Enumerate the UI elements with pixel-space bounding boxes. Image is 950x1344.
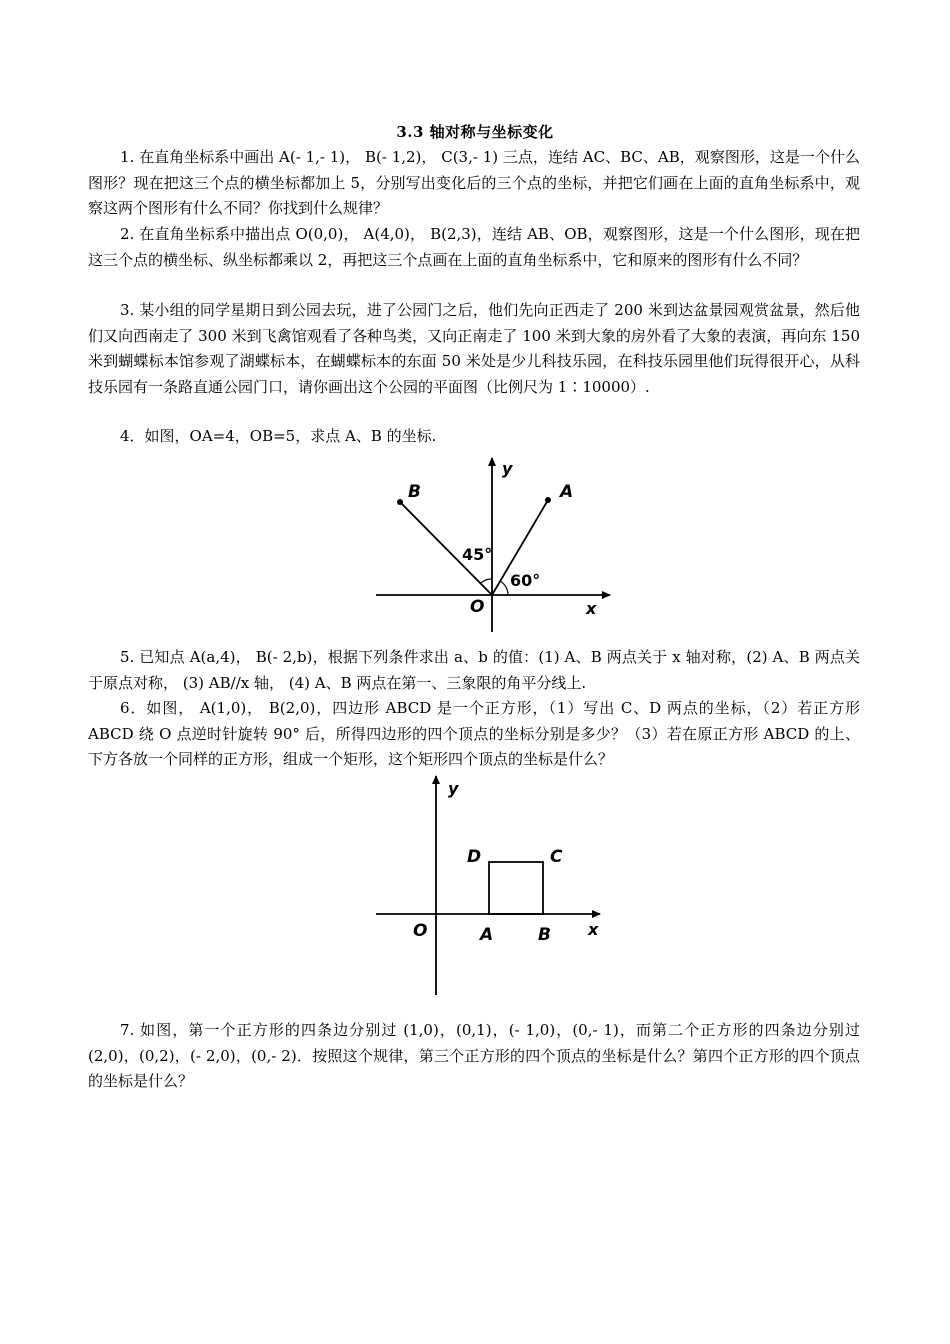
problem-3: 3. 某小组的同学星期日到公园去玩，进了公园门之后，他们先向正西走了 200 米到达盆景园观赏盆景，然后他们又向西南走了 300 米到飞禽馆观看了各种鸟类，又向正南走了 100 米到大象的房外看了大象的表演，再向东 150 米到蝴蝶标本馆参观了湖蝶标本，在蝴蝶标本的东面 50 米处是少儿科技乐园，在科技乐园里他们玩得很开心，从科技乐园有一条路直通公园门口，请你画出这个公园的平面图（比例尺为 1∶10000）. bbox=[88, 301, 860, 396]
label-y: y bbox=[448, 779, 459, 798]
label-a: A bbox=[560, 482, 574, 502]
problem-1: 1. 在直角坐标系中画出 A(- 1,- 1)， B(- 1,2)， C(3,- 1) 三点，连结 AC、BC、AB，观察图形，这是一个什么图形？现在把这三个点的横坐标都加上 5，分别写出变化后的三个点的坐标，并把它们画在上面的直角坐标系中，观察这两个图形有什么不同？你找到什么规律？ bbox=[88, 148, 860, 217]
problem-7: 7. 如图，第一个正方形的四条边分别过 (1,0)，(0,1)，(- 1,0)，(0,- 1)，而第二个正方形的四条边分别过 (2,0)，(0,2)，(- 2,0)，(0,- 2)．按照这个规律，第三个正方形的四个顶点的坐标是什么？第四个正方形的四个顶点的坐标是什么？ bbox=[88, 1021, 860, 1090]
point-a bbox=[545, 497, 551, 503]
section-title: 3.3 轴对称与坐标变化 bbox=[396, 123, 554, 141]
label-b: B bbox=[538, 925, 551, 945]
label-45: 45° bbox=[462, 545, 493, 564]
figure-angles bbox=[370, 452, 620, 637]
label-origin: O bbox=[413, 921, 428, 941]
label-d: D bbox=[467, 847, 482, 867]
label-60: 60° bbox=[510, 571, 541, 590]
label-c: C bbox=[550, 847, 563, 867]
point-b bbox=[397, 499, 403, 505]
angle-arc-45 bbox=[481, 579, 492, 583]
label-origin: O bbox=[470, 597, 485, 617]
label-x: x bbox=[586, 599, 597, 618]
label-y: y bbox=[502, 459, 513, 478]
label-a: A bbox=[480, 925, 494, 945]
figure-square bbox=[370, 770, 610, 1000]
angle-arc-60 bbox=[500, 581, 508, 595]
problem-5: 5. 已知点 A(a,4)， B(- 2,b)，根据下列条件求出 a、b 的值：(1) A、B 两点关于 x 轴对称，(2) A、B 两点关于原点对称， (3) AB//x 轴， (4) A、B 两点在第一、三象限的角平分线上. bbox=[88, 648, 860, 692]
problem-2: 2. 在直角坐标系中描出点 O(0,0)， A(4,0)， B(2,3)，连结 AB、OB，观察图形，这是一个什么图形，现在把这三个点的横坐标、纵坐标都乘以 2，再把这三个点画在上面的直角坐标系中，它和原来的图形有什么不同？ bbox=[88, 225, 860, 269]
problem-6: 6．如图， A(1,0)， B(2,0)，四边形 ABCD 是一个正方形，（1）写出 C、D 两点的坐标，（2）若正方形 ABCD 绕 O 点逆时针旋转 90° 后，所得四边形的四个顶点的坐标分别是多少？（3）若在原正方形 ABCD 的上、下方各放一个同样的正方形，组成一个矩形，这个矩形四个顶点的坐标是什么？ bbox=[88, 699, 860, 768]
label-b: B bbox=[408, 482, 421, 502]
problem-4: 4．如图，OA=4，OB=5，求点 A、B 的坐标. bbox=[120, 427, 437, 445]
label-x: x bbox=[588, 920, 599, 939]
square-abcd bbox=[489, 862, 543, 914]
